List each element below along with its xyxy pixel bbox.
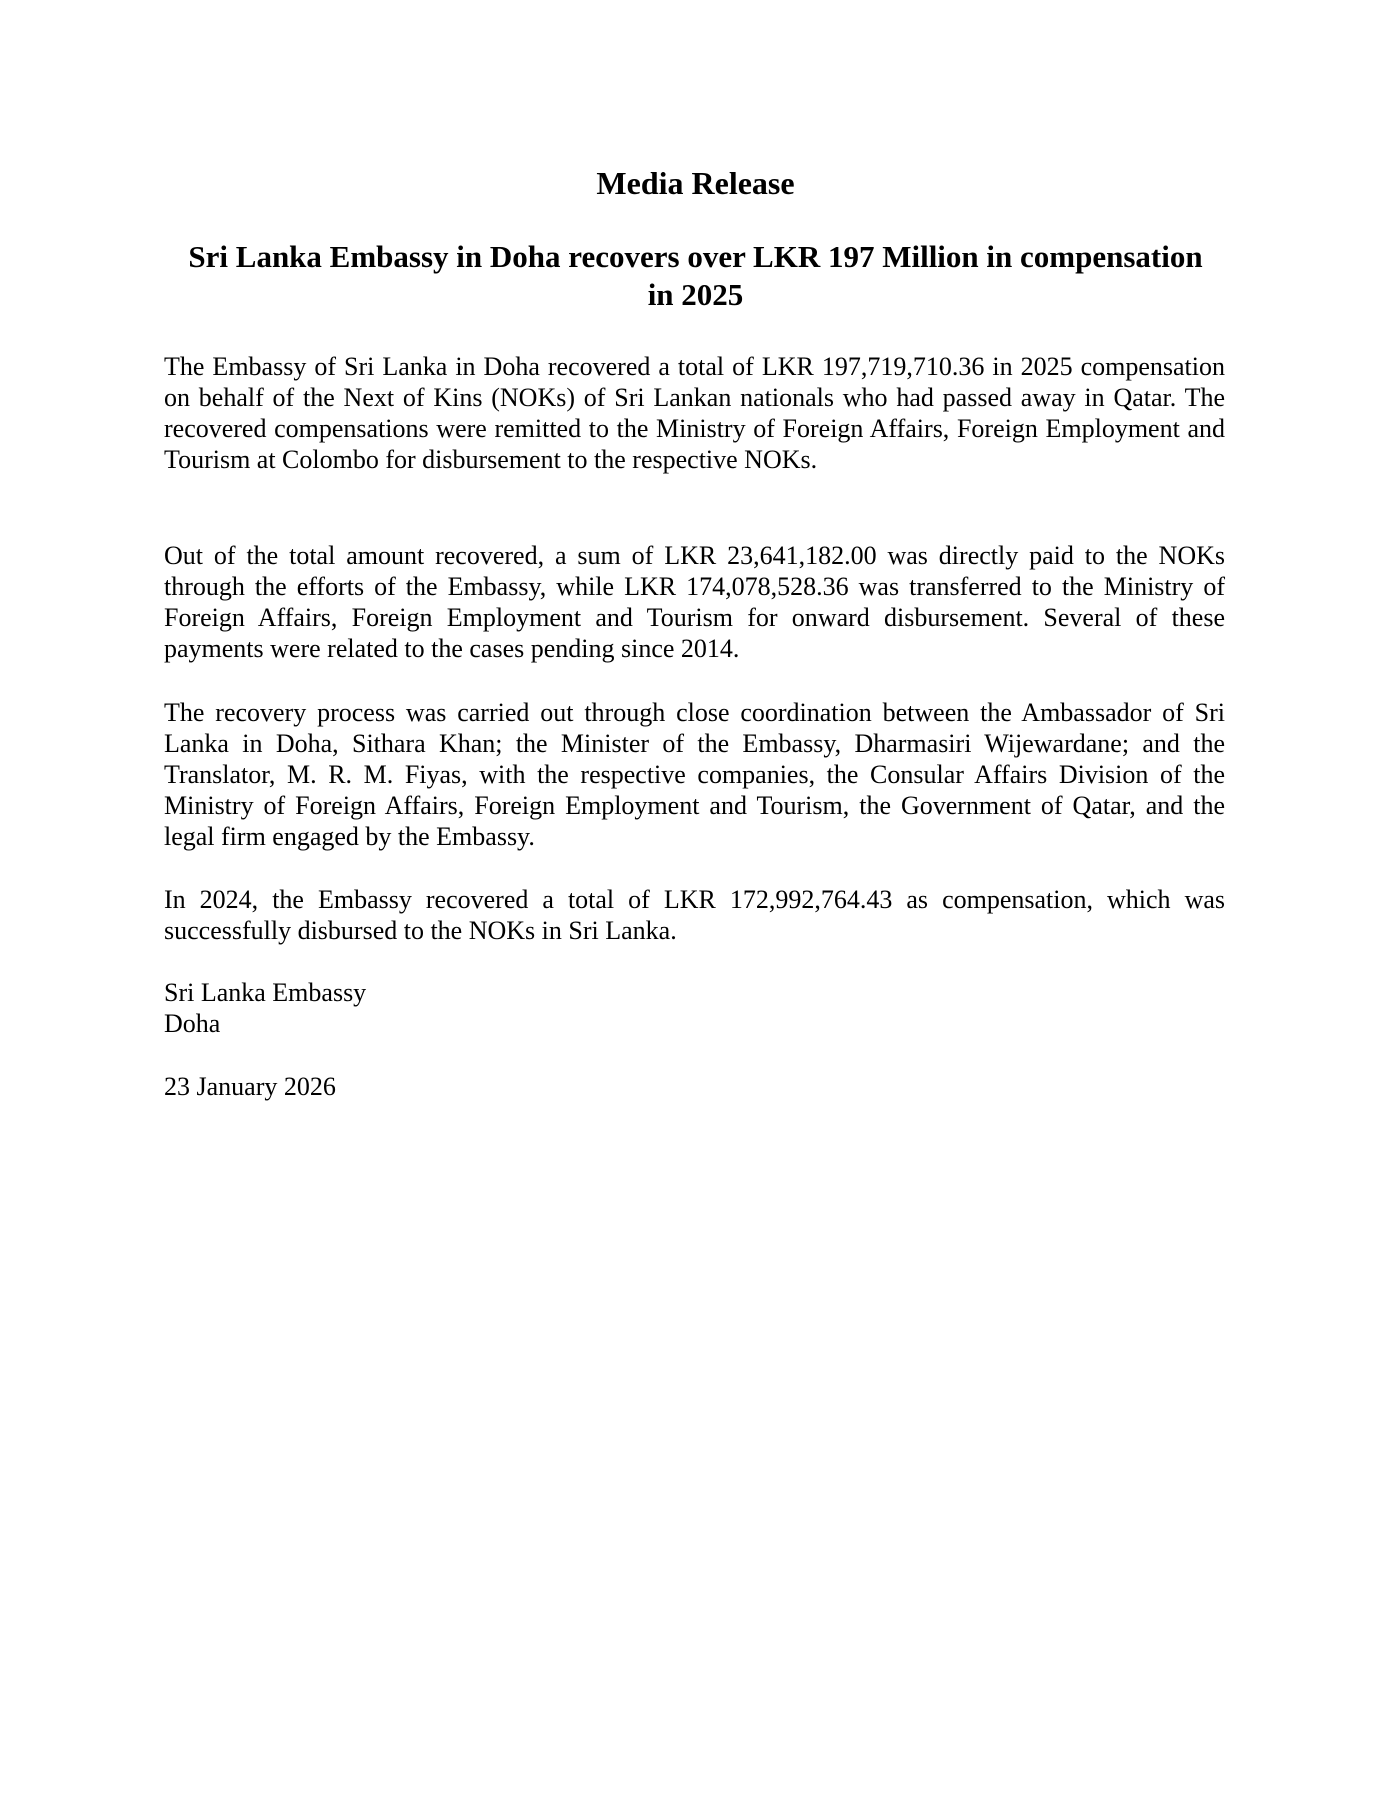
paragraph-coordination: The recovery process was carried out through close coordination between the Ambassador of Sri Lanka in Doha, Sithara Khan; the Minister of the Embassy, Dharmasiri Wijewardane; and the Translator, M. R. M. Fiyas, with the respective companies, the Consular Affairs Division of the Ministry of Foreign Affairs, Foreign Employment and Tourism, the Government of Qatar, and the legal firm engaged by the Embassy. xyxy=(164,698,1225,851)
signature-block xyxy=(164,977,366,1039)
release-date: 23 January 2026 xyxy=(164,1072,336,1101)
signature-city: Doha xyxy=(164,1009,221,1038)
signature-organization: Sri Lanka Embassy xyxy=(164,978,367,1007)
paragraph-previous-year: In 2024, the Embassy recovered a total of LKR 172,992,764.43 as compensation, which was successfully disbursed to the NOKs in Sri Lanka. xyxy=(164,885,1225,945)
paragraph-compensation-total: The Embassy of Sri Lanka in Doha recovered a total of LKR 197,719,710.36 in 2025 compensation on behalf of the Next of Kins (NOKs) of Sri Lankan nationals who had passed away in Qatar. The recovered compensations were remitted to the Ministry of Foreign Affairs, Foreign Employment and Tourism at Colombo for disbursement to the respective NOKs. xyxy=(164,352,1225,474)
document-headline: Sri Lanka Embassy in Doha recovers over LKR 197 Million in compensation in 2025 xyxy=(188,239,1203,312)
document-title: Media Release xyxy=(596,165,795,201)
paragraph-payment-breakdown: Out of the total amount recovered, a sum of LKR 23,641,182.00 was directly paid to the NOKs through the efforts of the Embassy, while LKR 174,078,528.36 was transferred to the Ministry of Foreign Affairs, Foreign Employment and Tourism for onward disbursement. Several of these payments were related to the cases pending since 2014. xyxy=(164,541,1225,663)
